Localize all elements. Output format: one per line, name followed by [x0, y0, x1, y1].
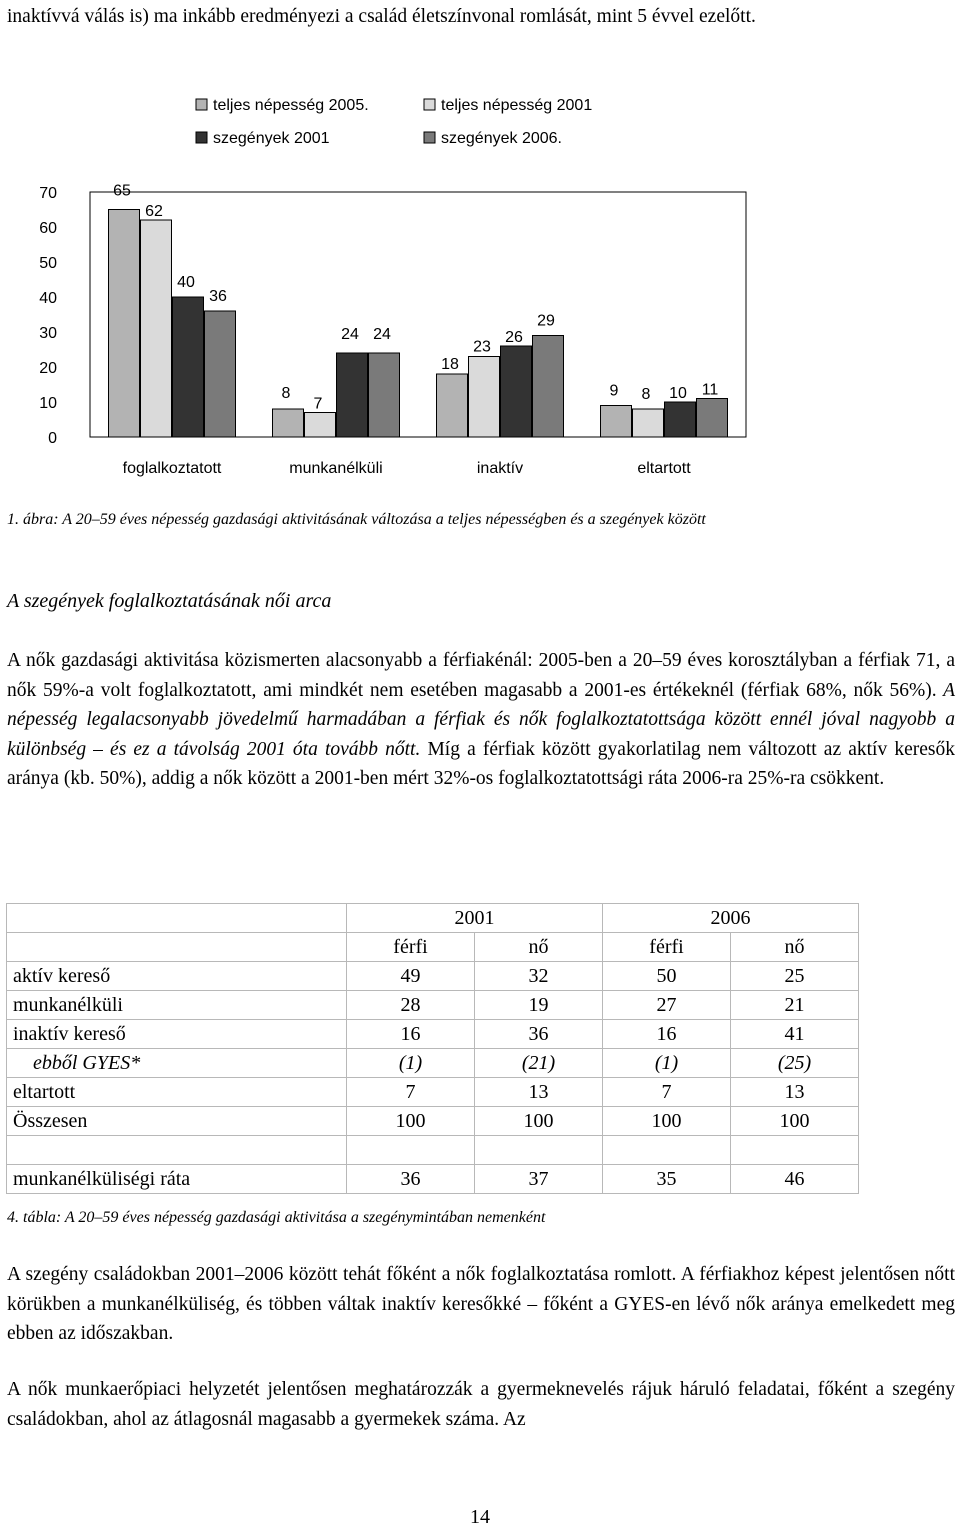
bar: [205, 311, 236, 437]
x-tick-label: munkanélküli: [289, 460, 383, 477]
table-cell: 37: [475, 1165, 603, 1194]
paragraph-poor-families: A szegény családokban 2001‒2006 között tehát főként a nők foglalkoztatása romlott. A férfiakhoz képest jelentősen nőtt körükben a munkanélküliség, és többen váltak inaktív keresőkké ‒ főként a GYES-en lévő nők aránya emelkedett meg ebben az időszakban.: [7, 1264, 955, 1344]
chart-legend: [196, 97, 592, 147]
table-cell: 100: [603, 1107, 731, 1136]
bar-chart: [0, 88, 960, 490]
intro-paragraph: inaktívvá válás is) ma inkább eredményezi a család életszínvonal romlását, mint 5 évvel ezelőtt.: [7, 6, 756, 27]
page-number: 14: [470, 1506, 490, 1528]
gender-header: nő: [475, 933, 603, 962]
bar-group: [109, 183, 728, 438]
gender-header: férfi: [603, 933, 731, 962]
table-cell: 35: [603, 1165, 731, 1194]
y-tick-label: 0: [48, 430, 57, 447]
table-row-unemployment-rate: [7, 1165, 859, 1194]
table-row: [7, 1020, 859, 1049]
legend-swatch: [424, 99, 435, 110]
paragraph-text-continued: Míg a férfiak között gyakorlatilag nem változott az aktív keresők aránya (kb. 50%), addig a nők között a 2001-ben mért 32%-os foglalkoztatottsági ráta 2006-ra 25%-ra csökkent.: [7, 738, 955, 789]
row-label: munkanélküli: [7, 991, 347, 1020]
bar-value-label: 36: [209, 288, 227, 305]
x-tick-label: inaktív: [476, 460, 524, 477]
section-heading: A szegények foglalkoztatásának női arca: [7, 590, 332, 612]
y-axis: [39, 185, 57, 447]
table-row: [7, 991, 859, 1020]
bar-value-label: 23: [473, 338, 491, 356]
table-cell: 16: [347, 1020, 475, 1049]
table-cell: 7: [347, 1078, 475, 1107]
year-header: 2001: [347, 904, 603, 933]
table-cell: 28: [347, 991, 475, 1020]
bar-value-label: 24: [373, 326, 391, 343]
bar: [633, 409, 664, 437]
bar: [469, 357, 500, 438]
table-cell: 100: [475, 1107, 603, 1136]
year-header: 2006: [603, 904, 859, 933]
table-gender-header-row: [7, 933, 859, 962]
table-cell: (1): [347, 1049, 475, 1078]
table-cell: 50: [603, 962, 731, 991]
table-cell: 13: [475, 1078, 603, 1107]
row-label: Összesen: [7, 1107, 347, 1136]
bar-value-label: 8: [281, 385, 291, 402]
y-tick-label: 40: [39, 290, 57, 307]
x-axis-labels: [123, 460, 692, 477]
bar: [697, 399, 728, 438]
bar: [601, 406, 632, 438]
legend-swatch: [196, 99, 207, 110]
bar-value-label: 40: [177, 274, 195, 291]
y-tick-label: 20: [39, 360, 57, 377]
bar-value-label: 26: [505, 329, 523, 346]
bar-value-label: 10: [669, 385, 687, 402]
table-cell: 7: [603, 1078, 731, 1107]
paragraph-childcare: A nők munkaerőpiaci helyzetét jelentősen meghatározzák a gyermeknevelés rájuk háruló feladatai, főként a szegény családokban, ahol az átlagosnál magasabb a gyermekek száma. Az: [7, 1379, 955, 1430]
table-cell: 36: [347, 1165, 475, 1194]
paragraph-women-activity: [7, 646, 955, 794]
y-tick-label: 60: [39, 220, 57, 237]
paragraph-italic-text: A népesség legalacsonyabb jövedelmű harmadában a férfiak és nők foglalkoztatottsága között ennél jóval nagyobb a különbség ‒ és ez a távolság 2001 óta tovább nőtt.: [7, 679, 955, 760]
bar: [173, 297, 204, 437]
table-row: [7, 1078, 859, 1107]
row-label: munkanélküliségi ráta: [7, 1165, 347, 1194]
table-cell: 27: [603, 991, 731, 1020]
bar-value-label: 62: [145, 203, 163, 220]
legend-label: szegények 2006.: [441, 130, 562, 147]
row-label: ebből GYES*: [7, 1049, 347, 1078]
bar: [665, 402, 696, 437]
table-cell: 100: [347, 1107, 475, 1136]
bar: [437, 374, 468, 437]
bar: [369, 353, 400, 437]
bar: [533, 336, 564, 438]
table-caption: 4. tábla: A 20‒59 éves népesség gazdasági aktivitása a szegénymintában nemenként: [7, 1209, 546, 1226]
table-empty-row: [7, 1136, 859, 1165]
bar: [109, 210, 140, 438]
y-tick-label: 50: [39, 255, 57, 272]
bar: [305, 413, 336, 438]
table-cell: 21: [731, 991, 859, 1020]
bar-value-label: 7: [313, 395, 323, 413]
table-cell: 16: [603, 1020, 731, 1049]
legend-swatch: [196, 132, 207, 143]
table-cell: 25: [731, 962, 859, 991]
bar: [501, 346, 532, 437]
bar: [273, 409, 304, 437]
bar-value-label: 9: [609, 382, 619, 400]
y-tick-label: 10: [39, 395, 57, 412]
table-row: [7, 1049, 859, 1078]
legend-label: teljes népesség 2001: [441, 97, 593, 114]
y-tick-label: 70: [39, 185, 57, 202]
figure-caption: 1. ábra: A 20‒59 éves népesség gazdasági aktivitásának változása a teljes népességben és a szegények között: [7, 511, 706, 528]
row-label: eltartott: [7, 1078, 347, 1107]
legend-label: teljes népesség 2005.: [213, 97, 369, 114]
x-tick-label: foglalkoztatott: [122, 460, 222, 477]
bar-value-label: 8: [641, 386, 651, 403]
bar-value-label: 24: [341, 326, 359, 343]
bar-value-label: 11: [701, 381, 719, 399]
table-cell: 100: [731, 1107, 859, 1136]
table-row: [7, 962, 859, 991]
bar: [141, 220, 172, 437]
table-year-header-row: [7, 904, 859, 933]
table-cell: (21): [475, 1049, 603, 1078]
table-cell: 19: [475, 991, 603, 1020]
table-cell: 36: [475, 1020, 603, 1049]
table-cell: (25): [731, 1049, 859, 1078]
paragraph-text: A nők gazdasági aktivitása közismerten alacsonyabb a férfiakénál: 2005-ben a 20‒59 éves korosztályban a férfiak 71, a nők 59%-a volt foglalkoztatott, ami mindkét nem esetében magasabb a 2001-es értékeknél (férfiak 68%, nők 56%).: [7, 650, 955, 701]
y-tick-label: 30: [39, 325, 57, 342]
row-label: aktív kereső: [7, 962, 347, 991]
table-row: [7, 1107, 859, 1136]
activity-table: [6, 903, 859, 1194]
table-cell: 49: [347, 962, 475, 991]
legend-swatch: [424, 132, 435, 143]
bar-value-label: 65: [113, 182, 131, 200]
x-tick-label: eltartott: [637, 460, 691, 477]
table-cell: 32: [475, 962, 603, 991]
row-label: inaktív kereső: [7, 1020, 347, 1049]
gender-header: nő: [731, 933, 859, 962]
table-cell: (1): [603, 1049, 731, 1078]
table-cell: 13: [731, 1078, 859, 1107]
bar-value-label: 29: [537, 312, 555, 330]
table-cell: 41: [731, 1020, 859, 1049]
gender-header: férfi: [347, 933, 475, 962]
legend-label: szegények 2001: [213, 130, 330, 147]
bar: [337, 353, 368, 437]
bar-value-label: 18: [441, 356, 459, 373]
table-cell: 46: [731, 1165, 859, 1194]
